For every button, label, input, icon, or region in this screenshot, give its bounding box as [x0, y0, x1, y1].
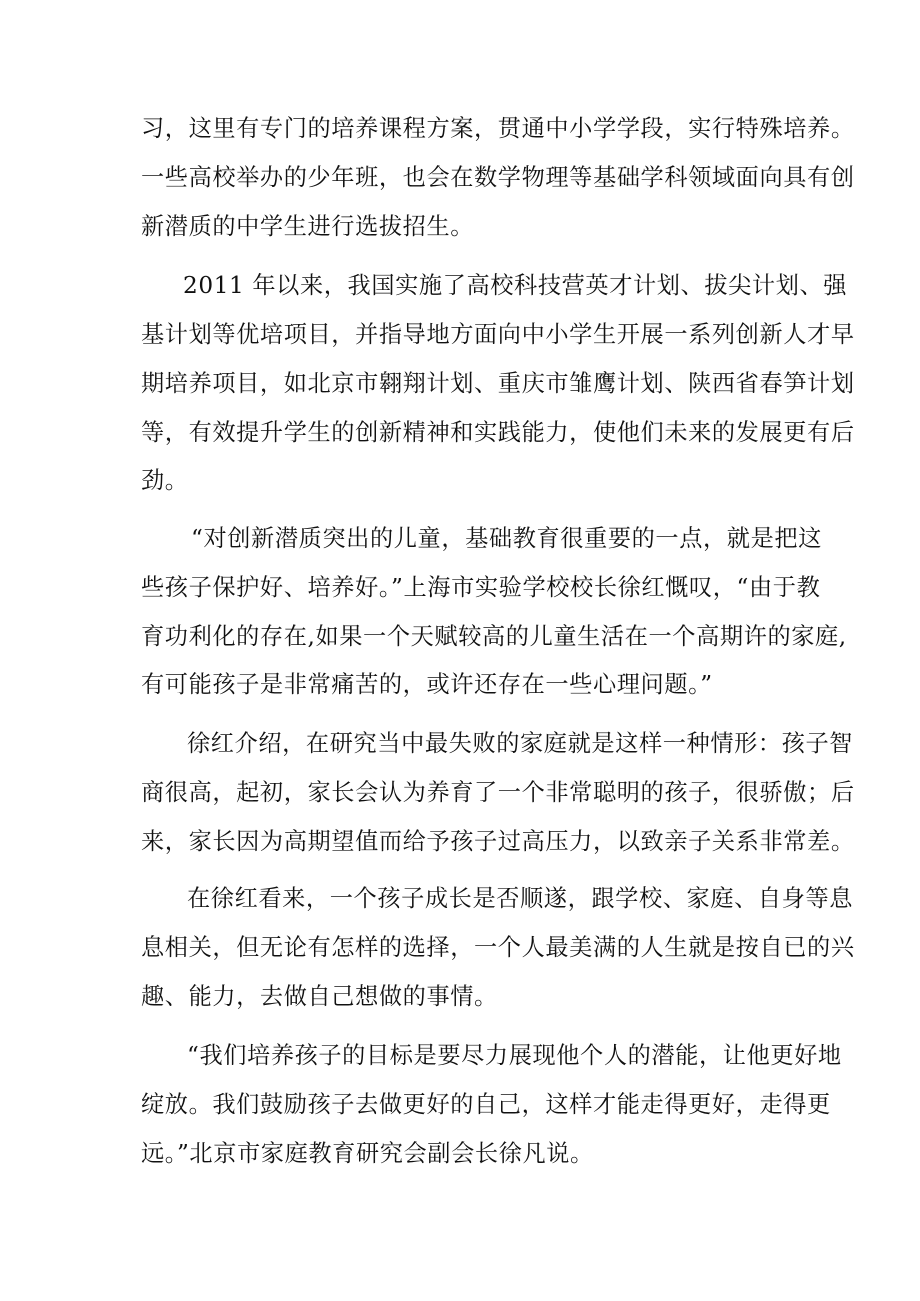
text-line: 育功利化的存在,如果一个天赋较高的儿童生活在一个高期许的家庭,: [141, 623, 847, 650]
text-line: 远。”北京市家庭教育研究会副会长徐凡说。: [141, 1140, 594, 1167]
text-line: “对创新潜质突出的儿童，基础教育很重要的一点，就是把这: [191, 525, 822, 552]
text-line: 等，有效提升学生的创新精神和实践能力，使他们未来的发展更有后: [141, 419, 855, 446]
text-line: 2011 年以来，我国实施了高校科技营英才计划、拔尖计划、强: [183, 272, 848, 299]
text-line: 在徐红看来，一个孩子成长是否顺遂，跟学校、家庭、自身等息: [187, 885, 854, 912]
text-line: 基计划等优培项目，并指导地方面向中小学生开展一系列创新人才早: [141, 321, 855, 348]
text-line: 来，家长因为高期望值而给予孩子过高压力，以致亲子关系非常差。: [141, 828, 855, 855]
text-line: 期培养项目，如北京市翱翔计划、重庆市雏鹰计划、陕西省春笋计划: [141, 370, 855, 397]
text-line: 徐红介绍，在研究当中最失败的家庭就是这样一种情形：孩子智: [187, 730, 854, 757]
text-line: 劲。: [141, 467, 189, 494]
text-line: 息相关，但无论有怎样的选择，一个人最美满的人生就是按自已的兴: [141, 934, 855, 961]
text-line: 有可能孩子是非常痛苦的，或许还存在一些心理问题。”: [141, 671, 713, 698]
text-line: 新潜质的中学生进行选拔招生。: [141, 213, 475, 240]
text-line: 商很高，起初，家长会认为养育了一个非常聪明的孩子，很骄傲；后: [141, 779, 855, 806]
text-line: 趣、能力，去做自己想做的事情。: [141, 983, 498, 1010]
text-line: 些孩子保护好、培养好。”上海市实验学校校长徐红慨叹，“由于教: [141, 574, 821, 601]
text-line: 一些高校举办的少年班，也会在数学物理等基础学科领域面向具有创: [141, 164, 855, 191]
text-line: 习，这里有专门的培养课程方案，贯通中小学学段，实行特殊培养。: [141, 115, 855, 142]
text-line: “我们培养孩子的目标是要尽力展现他个人的潜能，让他更好地: [187, 1042, 842, 1069]
text-line: 绽放。我们鼓励孩子去做更好的自己，这样才能走得更好，走得更: [141, 1091, 831, 1118]
